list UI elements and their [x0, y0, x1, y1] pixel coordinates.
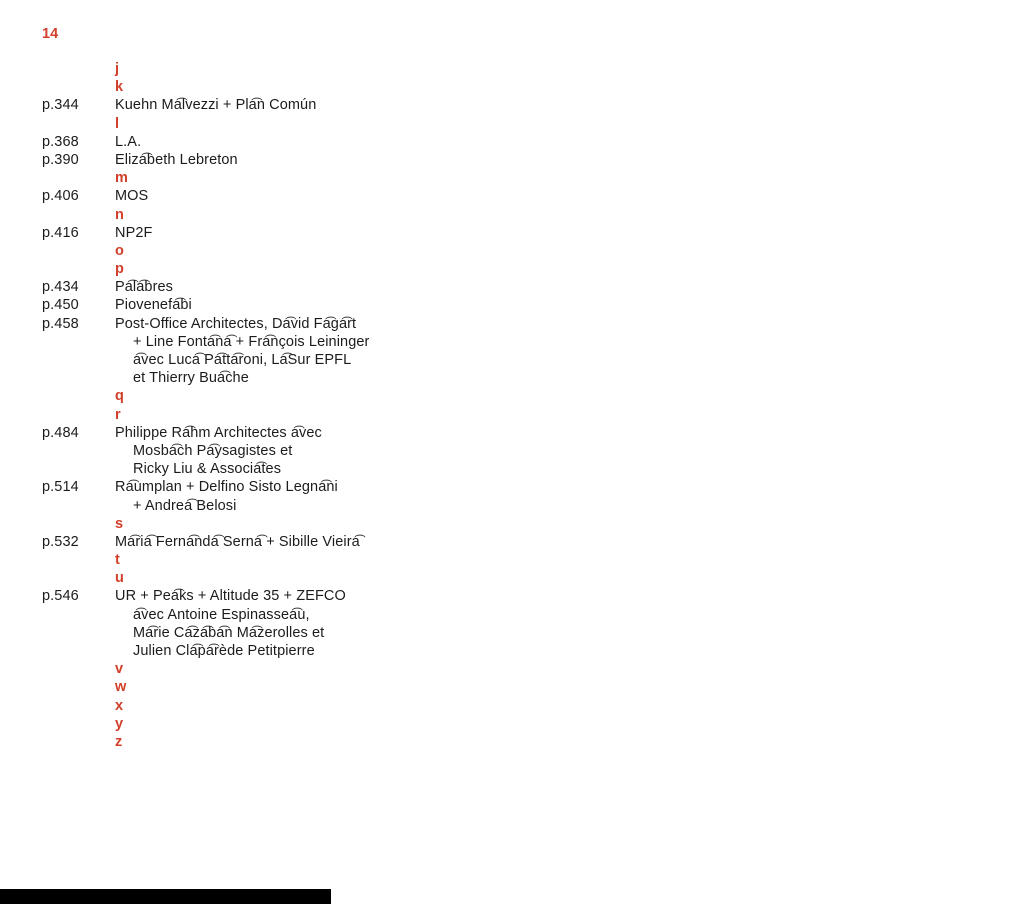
index-letter-t	[42, 551, 369, 569]
index-entry-continuation	[42, 460, 369, 478]
section-letter: n	[115, 206, 124, 223]
entry-page-number	[42, 169, 115, 187]
section-letter: m	[115, 170, 128, 187]
index-entry	[42, 187, 369, 205]
entry-text: Mosba͡ch Pa͡ysagistes et	[133, 442, 293, 459]
entry-page-number	[42, 497, 115, 515]
bottom-black-bar	[0, 889, 331, 904]
entry-page-number	[42, 569, 115, 587]
index-letter-n	[42, 206, 369, 224]
entry-page-number: p.416	[42, 224, 79, 241]
section-letter: l	[115, 115, 120, 132]
index-list	[42, 60, 369, 751]
entry-page-number: p.546	[42, 588, 79, 605]
entry-page-number	[42, 678, 115, 696]
index-entry-continuation	[42, 642, 369, 660]
index-entry	[42, 133, 369, 151]
index-entry	[42, 278, 369, 296]
entry-text: Ma͡rie Ca͡za͡ba͡n Ma͡zerolles et	[133, 624, 325, 641]
entry-text: NP2F	[115, 224, 153, 241]
entry-text: Ricky Liu & Associa͡tes	[133, 461, 282, 478]
index-letter-u	[42, 569, 369, 587]
entry-page-number	[42, 660, 115, 678]
section-letter: u	[115, 570, 124, 587]
index-letter-m	[42, 169, 369, 187]
entry-text: Ra͡umplan + Delfino Sisto Legna͡ni	[115, 479, 338, 496]
index-entry-continuation	[42, 606, 369, 624]
entry-page-number	[42, 624, 115, 642]
entry-page-number	[42, 606, 115, 624]
entry-page-number: p.344	[42, 97, 79, 114]
entry-page-number: p.458	[42, 315, 79, 332]
entry-page-number: p.514	[42, 479, 79, 496]
entry-page-number	[42, 60, 115, 78]
index-entry	[42, 224, 369, 242]
index-entry	[42, 96, 369, 114]
index-letter-w	[42, 678, 369, 696]
entry-page-number: p.390	[42, 151, 79, 168]
entry-page-number	[42, 551, 115, 569]
entry-page-number	[42, 460, 115, 478]
index-letter-j	[42, 60, 369, 78]
entry-page-number	[42, 697, 115, 715]
entry-page-number: p.450	[42, 297, 79, 314]
index-letter-s	[42, 515, 369, 533]
index-entry-continuation	[42, 624, 369, 642]
index-letter-l	[42, 115, 369, 133]
index-letter-y	[42, 715, 369, 733]
entry-text: Kuehn Ma͡lvezzi + Pla͡n Común	[115, 97, 317, 114]
section-letter: z	[115, 733, 123, 750]
entry-text: Post-Office Architectes, Da͡vid Fa͡ga͡rt	[115, 315, 357, 332]
section-letter: k	[115, 79, 124, 96]
section-letter: q	[115, 388, 124, 405]
entry-text: Piovenefa͡bi	[115, 297, 192, 314]
entry-text: + Andrea͡ Belosi	[133, 497, 237, 514]
entry-page-number	[42, 406, 115, 424]
entry-page-number: p.532	[42, 533, 79, 550]
index-entry	[42, 315, 369, 333]
section-letter: r	[115, 406, 121, 423]
index-letter-r	[42, 406, 369, 424]
entry-text: + Line Fonta͡na͡ + Fra͡nçois Leininger	[133, 333, 370, 350]
index-entry	[42, 424, 369, 442]
index-entry-continuation	[42, 333, 369, 351]
section-letter: x	[115, 697, 124, 714]
entry-page-number	[42, 242, 115, 260]
entry-text: et Thierry Bua͡che	[133, 370, 249, 387]
index-entry	[42, 478, 369, 496]
entry-page-number	[42, 351, 115, 369]
entry-page-number	[42, 515, 115, 533]
entry-page-number	[42, 642, 115, 660]
entry-page-number	[42, 333, 115, 351]
section-letter: v	[115, 661, 124, 678]
section-letter: o	[115, 242, 124, 259]
section-letter: s	[115, 515, 124, 532]
index-entry	[42, 296, 369, 314]
index-entry	[42, 151, 369, 169]
section-letter: y	[115, 715, 124, 732]
entry-text: a͡vec Luca͡ Pa͡tta͡roni, La͡Sur EPFL	[133, 352, 352, 368]
index-letter-v	[42, 660, 369, 678]
index-letter-x	[42, 697, 369, 715]
entry-text: Pa͡la͡bres	[115, 279, 174, 296]
entry-page-number	[42, 387, 115, 405]
entry-page-number: p.406	[42, 188, 79, 205]
index-entry-continuation	[42, 351, 369, 369]
section-letter: t	[115, 552, 120, 569]
index-letter-z	[42, 733, 369, 751]
index-entry-continuation	[42, 369, 369, 387]
entry-page-number	[42, 206, 115, 224]
section-letter: p	[115, 261, 124, 278]
entry-text: UR + Pea͡ks + Altitude 35 + ZEFCO	[115, 588, 346, 605]
index-letter-q	[42, 387, 369, 405]
entry-page-number	[42, 442, 115, 460]
entry-text: Julien Cla͡pa͡rède Petitpierre	[133, 643, 315, 659]
entry-text: MOS	[115, 188, 149, 205]
entry-page-number: p.434	[42, 279, 79, 296]
entry-text: L.A.	[115, 133, 142, 150]
entry-page-number	[42, 733, 115, 751]
entry-page-number	[42, 369, 115, 387]
section-letter: w	[115, 679, 127, 696]
entry-page-number: p.368	[42, 133, 79, 150]
index-entry-continuation	[42, 497, 369, 515]
index-letter-o	[42, 242, 369, 260]
entry-text: Eliza͡beth Lebreton	[115, 151, 238, 168]
entry-page-number	[42, 715, 115, 733]
entry-page-number	[42, 260, 115, 278]
index-letter-p	[42, 260, 369, 278]
entry-text: Philippe Ra͡hm Architectes a͡vec	[115, 424, 322, 441]
entry-page-number: p.484	[42, 424, 79, 441]
entry-page-number	[42, 115, 115, 133]
section-letter: j	[115, 61, 120, 77]
entry-text: a͡vec Antoine Espinassea͡u,	[133, 606, 310, 623]
index-entry	[42, 587, 369, 605]
entry-page-number	[42, 78, 115, 96]
entry-text: Ma͡ria͡ Ferna͡nda͡ Serna͡ + Sibille Vieira͡	[115, 533, 360, 550]
index-letter-k	[42, 78, 369, 96]
index-entry	[42, 533, 369, 551]
page-number: 14	[42, 26, 59, 42]
index-entry-continuation	[42, 442, 369, 460]
